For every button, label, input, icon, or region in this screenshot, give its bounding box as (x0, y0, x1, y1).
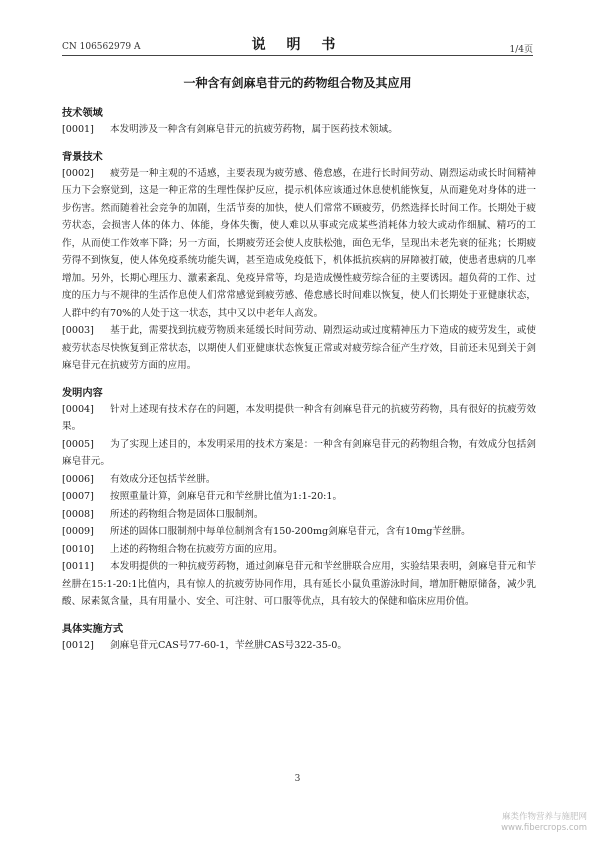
section-heading-field: 技术领域 (62, 107, 103, 119)
paragraph-0001 (62, 121, 536, 139)
paragraph-text: 针对上述现有技术存在的问题，本发明提供一种含有剑麻皂苷元的抗疲劳药物，具有很好的抗疲劳效果。 (62, 403, 536, 432)
paragraph-0012 (62, 637, 536, 655)
paragraph-0006 (62, 471, 536, 489)
paragraph-number: [0008] (62, 508, 94, 520)
paragraph-text: 按照重量计算，剑麻皂苷元和苄丝肼比值为1:1-20:1。 (110, 491, 343, 502)
paragraph-0011 (62, 558, 536, 611)
section-heading-embodiment: 具体实施方式 (62, 622, 124, 635)
paragraph-text: 本发明提供的一种抗疲劳药物，通过剑麻皂苷元和苄丝肼联合应用，实验结果表明，剑麻皂苷元和苄丝肼在15:1-20:1比值内，具有惊人的抗疲劳协同作用，具有延长小鼠负重游泳时间，增加肝糖原储备，减少乳酸、尿素氮含量，具有用量小、安全、可注射、可口服等优点，具有较大的保健和临床应用价值。 (62, 561, 536, 607)
watermark-title: 麻类作物营养与施肥网 (501, 812, 587, 822)
paragraph-number: [0012] (62, 639, 94, 651)
paragraph-text: 疲劳是一种主观的不适感，主要表现为疲劳感、倦怠感，在进行长时间劳动、剧烈运动或长时间精神压力下会察觉到，这是一种正常的生理性保护反应，提示机体应该通过休息使机能恢复，从而避免对身体的进一步伤害。然而随着社会竞争的加剧，生活节奏的加快，使人们常常不顾疲劳，仍然选择长时间工作。长期处于疲劳状态，会损害人体的体力、体能，身体失衡，使人难以从事或完成某些消耗体力较大或动作细腻、精巧的工作，从而使工作效率下降；另一方面，长期疲劳还会使人皮肤松弛，面色无华，呈现出未老先衰的征兆；长期疲劳得不到恢复，使人体免疫系统功能失调，甚至造成免疫低下，机体抵抗疾病的屏障被打破，使患者患病的几率增加。另外，长期心理压力、激素紊乱、免疫异常等，均是造成慢性疲劳综合征的主要诱因。超负荷的工作、过度的压力与不规律的生活作息使人们常常感觉到疲劳感、倦怠感长时间难以恢复，使人们长期处于亚健康状态，人群中约有70%的人处于这一状态，其中又以中老年人高发。 (62, 167, 536, 319)
paragraph-text: 所述的药物组合物是固体口服制剂。 (110, 508, 264, 520)
paragraph-0008 (62, 506, 536, 524)
document-type: 说 明 书 (251, 37, 344, 53)
paragraph-0002 (62, 165, 536, 323)
document-title: 一种含有剑麻皂苷元的药物组合物及其应用 (183, 76, 412, 90)
paragraph-number: [0003] (62, 325, 94, 336)
paragraph-0003 (62, 322, 536, 375)
paragraph-number: [0001] (62, 124, 94, 135)
paragraph-number: [0009] (62, 526, 94, 537)
header-divider (62, 55, 533, 56)
paragraph-0004 (62, 401, 536, 436)
paragraph-number: [0002] (62, 167, 94, 179)
paragraph-text: 有效成分还包括苄丝肼。 (110, 473, 216, 485)
paragraph-0005 (62, 436, 536, 471)
watermark-url: www.fibercrops.com (501, 823, 587, 833)
paragraph-text: 所述的固体口服制剂中每单位制剂含有150-200mg剑麻皂苷元，含有10mg苄丝肼。 (110, 526, 471, 537)
paragraph-number: [0010] (62, 543, 94, 555)
page-number: 3 (294, 774, 301, 784)
paragraph-0007 (62, 488, 536, 506)
paragraph-number: [0011] (62, 561, 94, 572)
patent-number: CN 106562979 A (62, 42, 141, 52)
paragraph-text: 剑麻皂苷元CAS号77-60-1，苄丝肼CAS号322-35-0。 (110, 639, 347, 651)
paragraph-number: [0005] (62, 438, 94, 450)
paragraph-number: [0007] (62, 491, 94, 502)
page-indicator: 1/4页 (509, 45, 533, 55)
section-heading-background: 背景技术 (62, 150, 103, 163)
paragraph-0010 (62, 541, 536, 559)
section-heading-summary: 发明内容 (62, 386, 103, 399)
paragraph-text: 基于此，需要找到抗疲劳物质来延缓长时间劳动、剧烈运动或过度精神压力下造成的疲劳发生，或使疲劳状态尽快恢复到正常状态，以期使人们亚健康状态恢复正常或对疲劳综合征产生疗效，目前还未见到关于剑麻皂苷元在抗疲劳方面的应用。 (62, 325, 536, 371)
paragraph-number: [0006] (62, 473, 94, 485)
paragraph-0009 (62, 523, 536, 541)
paragraph-text: 为了实现上述目的，本发明采用的技术方案是：一种含有剑麻皂苷元的药物组合物，有效成分包括剑麻皂苷元。 (62, 438, 536, 467)
paragraph-text: 上述的药物组合物在抗疲劳方面的应用。 (110, 543, 283, 555)
page-header (0, 0, 595, 60)
document-body (62, 105, 536, 654)
paragraph-text: 本发明涉及一种含有剑麻皂苷元的抗疲劳药物，属于医药技术领域。 (110, 124, 398, 135)
paragraph-number: [0004] (62, 403, 94, 415)
watermark (501, 812, 587, 834)
